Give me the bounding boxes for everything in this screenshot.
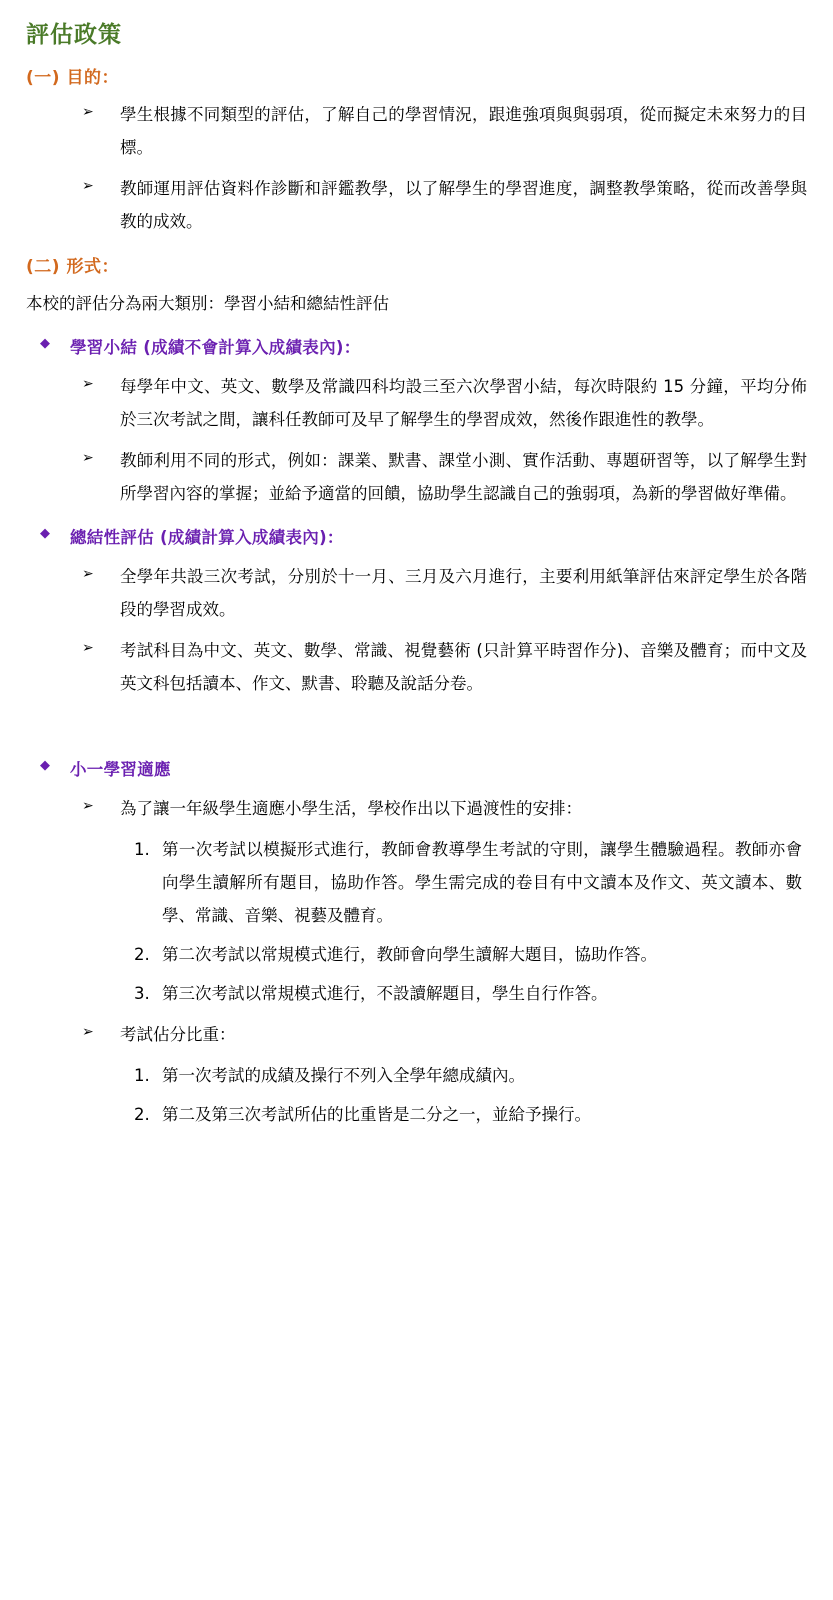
section-heading-format: (二) 形式：: [26, 257, 119, 277]
list-item-text: 考試科目為中文、英文、數學、常識、視覺藝術 (只計算平時習作分)、音樂及體育；而中文及英文科包括讀本、作文、默書、聆聽及說話分卷。: [120, 641, 807, 694]
arrow-icon: ➢: [82, 566, 94, 583]
arrow-icon: ➢: [82, 1024, 94, 1041]
section-heading-purpose: (一) 目的：: [26, 68, 119, 88]
numbered-item-marker: 1.: [134, 1066, 150, 1086]
list-item: [82, 98, 807, 164]
list-item-text: 考試佔分比重：: [120, 1025, 236, 1045]
numbered-item-marker: 1.: [134, 840, 150, 860]
list-item: [82, 1018, 807, 1051]
arrow-icon: ➢: [82, 450, 94, 467]
arrow-icon: ➢: [82, 376, 94, 393]
group-heading-summative-assessment: [40, 524, 807, 552]
numbered-item-text: 第一次考試以模擬形式進行，教師會教導學生考試的守則，讓學生體驗過程。教師亦會向學生讀解所有題目，協助作答。學生需完成的卷目有中文讀本及作文、英文讀本、數學、常識、音樂、視藝及體育。: [162, 840, 802, 926]
group-heading-p1-adaptation: [40, 756, 807, 784]
numbered-item-text: 第一次考試的成績及操行不列入全學年總成績內。: [162, 1066, 525, 1086]
page-title: 評估政策: [26, 22, 122, 48]
intro-paragraph: 本校的評估分為兩大類別：學習小結和總結性評估: [26, 294, 389, 313]
list-item-text: 教師運用評估資料作診斷和評鑑教學，以了解學生的學習進度，調整教學策略，從而改善學與教的成效。: [120, 179, 807, 231]
diamond-icon: ◆: [40, 526, 50, 542]
arrow-icon: ➢: [82, 640, 94, 657]
numbered-item-text: 第三次考試以常規模式進行，不設讀解題目，學生自行作答。: [162, 984, 608, 1004]
numbered-item: [134, 1098, 807, 1131]
numbered-item-marker: 2.: [134, 945, 150, 965]
list-item: [82, 560, 807, 626]
group-heading-learning-summary: [40, 334, 807, 362]
arrow-icon: ➢: [82, 104, 94, 120]
numbered-item: [134, 833, 807, 932]
numbered-item: [134, 977, 807, 1010]
diamond-icon: ◆: [40, 758, 50, 774]
list-item: [82, 444, 807, 510]
numbered-item-marker: 3.: [134, 984, 150, 1004]
group-heading-label: 總結性評估 (成績計算入成績表內)：: [70, 528, 344, 548]
arrow-icon: ➢: [82, 178, 94, 194]
list-item-text: 教師利用不同的形式，例如：課業、默書、課堂小測、實作活動、專題研習等，以了解學生對所學習內容的掌握；並給予適當的回饋，協助學生認識自己的強弱項，為新的學習做好準備。: [120, 451, 807, 504]
list-item-text: 為了讓一年級學生適應小學生活，學校作出以下過渡性的安排：: [120, 799, 582, 819]
section-spacer: [26, 708, 807, 742]
numbered-item-marker: 2.: [134, 1105, 150, 1125]
numbered-item: [134, 938, 807, 971]
arrow-icon: ➢: [82, 798, 94, 815]
diamond-icon: ◆: [40, 336, 50, 351]
group-heading-label: 小一學習適應: [70, 760, 171, 780]
group-heading-label: 學習小結 (成績不會計算入成績表內)：: [70, 338, 361, 357]
list-item-text: 每學年中文、英文、數學及常識四科均設三至六次學習小結，每次時限約 15 分鐘，平均分佈於三次考試之間，讓科任教師可及早了解學生的學習成效，然後作跟進性的教學。: [120, 377, 807, 430]
numbered-item: [134, 1059, 807, 1092]
list-item-text: 學生根據不同類型的評估，了解自己的學習情況，跟進強項與與弱項，從而擬定未來努力的目標。: [120, 105, 807, 157]
numbered-item-text: 第二及第三次考試所佔的比重皆是二分之一，並給予操行。: [162, 1105, 591, 1125]
list-item: [82, 172, 807, 238]
list-item-text: 全學年共設三次考試，分別於十一月、三月及六月進行，主要利用紙筆評估來評定學生於各階段的學習成效。: [120, 567, 807, 620]
list-item: [82, 634, 807, 700]
numbered-item-text: 第二次考試以常規模式進行，教師會向學生讀解大題目，協助作答。: [162, 945, 657, 965]
list-item: [82, 370, 807, 436]
list-item: [82, 792, 807, 825]
